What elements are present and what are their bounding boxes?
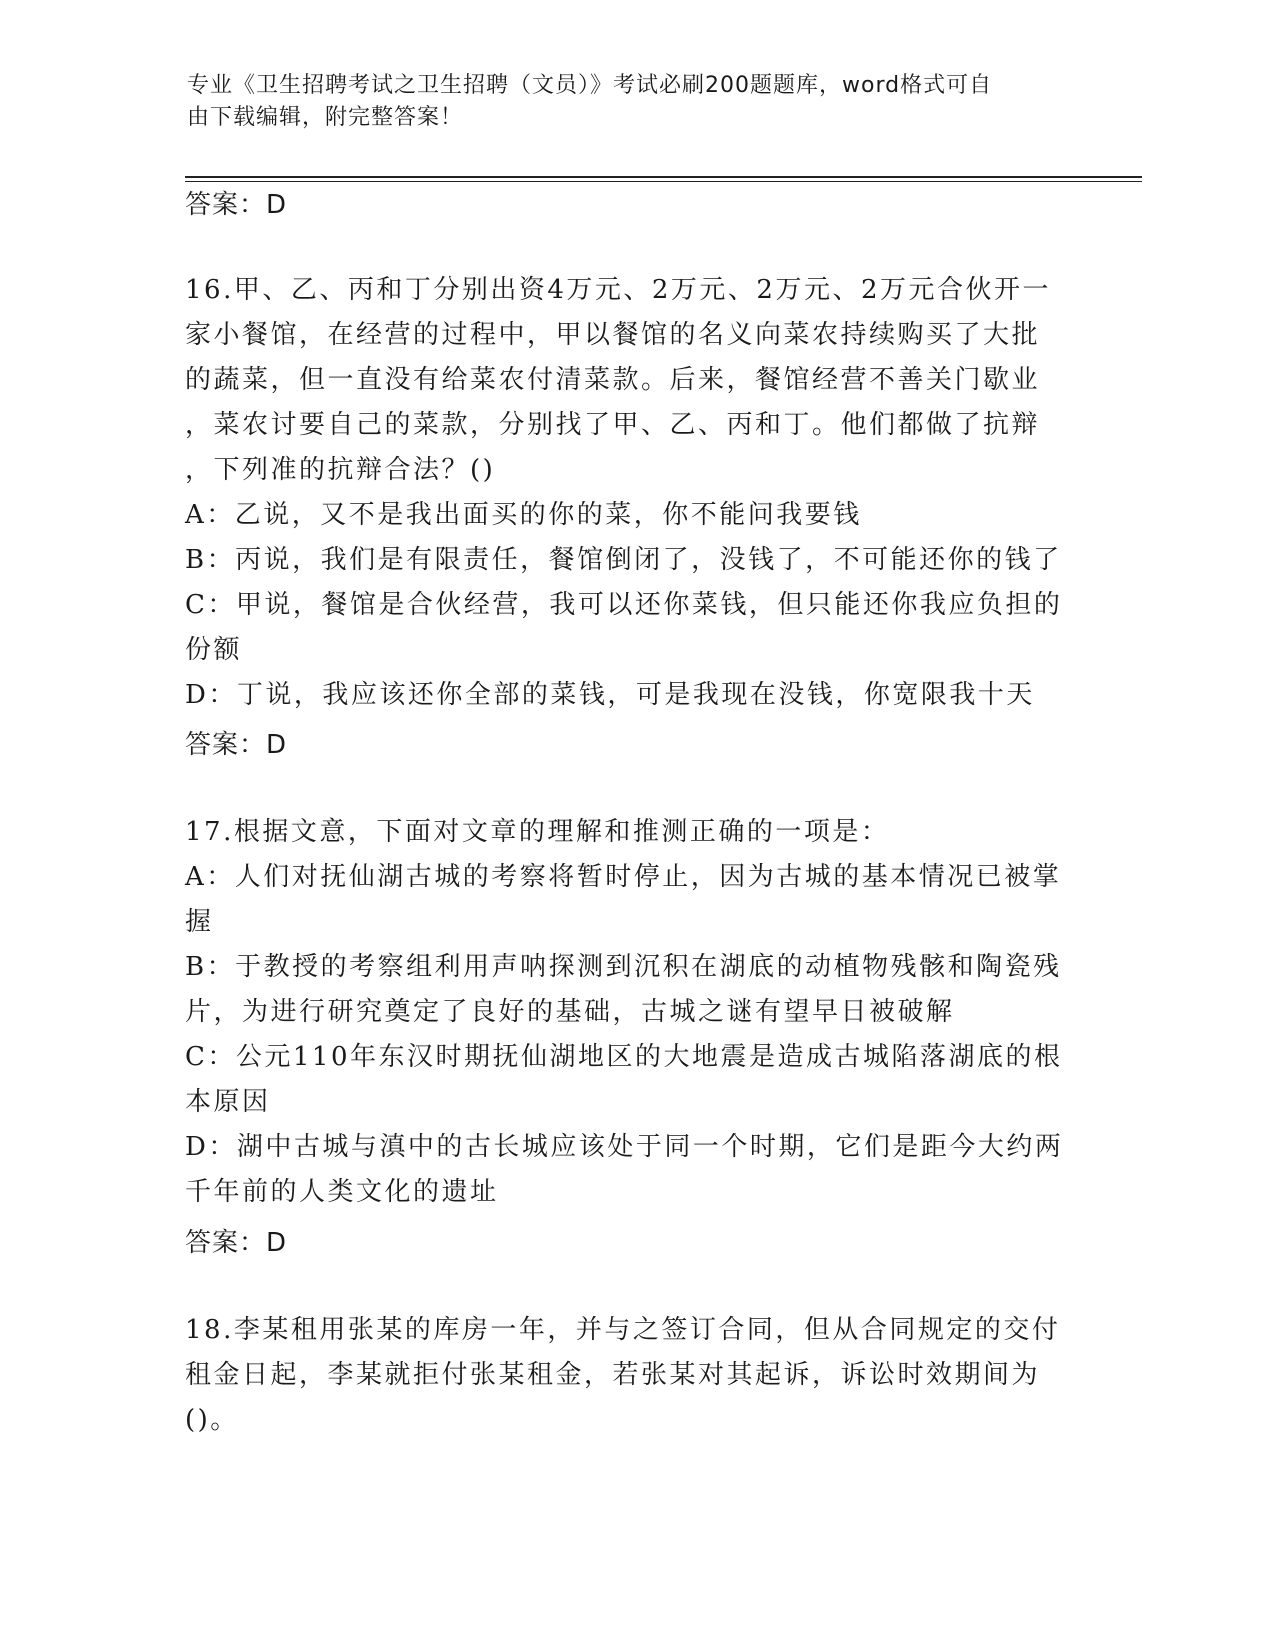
question-stem-line: ，下列准的抗辩合法？() (185, 455, 496, 485)
question-stem-line: 家小餐馆，在经营的过程中，甲以餐馆的名义向菜农持续购买了大批 (185, 320, 1041, 350)
question-stem-line: 租金日起，李某就拒付张某租金，若张某对其起诉，诉讼时效期间为 (185, 1360, 1041, 1390)
question-17 (185, 810, 1085, 1215)
option-c-cont: 本原因 (185, 1087, 271, 1117)
option-a: A：乙说，又不是我出面买的你的菜，你不能问我要钱 (185, 500, 862, 530)
question-stem-line: ()。 (185, 1405, 239, 1435)
document-header (187, 70, 1087, 134)
question-stem-line: ，菜农讨要自己的菜款，分别找了甲、乙、丙和丁。他们都做了抗辩 (185, 410, 1041, 440)
option-d: D：丁说，我应该还你全部的菜钱，可是我现在没钱，你宽限我十天 (185, 680, 1035, 710)
option-b: B：丙说，我们是有限责任，餐馆倒闭了，没钱了，不可能还你的钱了 (185, 545, 1062, 575)
question-18 (185, 1308, 1085, 1443)
answer-17: 答案：D (185, 1228, 288, 1258)
header-rule-thick (185, 176, 1142, 178)
option-b: B：于教授的考察组利用声呐探测到沉积在湖底的动植物残骸和陶瓷残 (185, 952, 1062, 982)
question-stem-line: 16.甲、乙、丙和丁分别出资4万元、2万元、2万元、2万元合伙开一 (185, 275, 1052, 305)
header-line: 由下载编辑，附完整答案！ (187, 105, 464, 130)
question-stem-line: 的蔬菜，但一直没有给菜农付清菜款。后来，餐馆经营不善关门歇业 (185, 365, 1041, 395)
option-c-cont: 份额 (185, 635, 243, 665)
option-d: D：湖中古城与滇中的古长城应该处于同一个时期，它们是距今大约两 (185, 1132, 1064, 1162)
header-rule-thin (185, 181, 1142, 182)
option-a: A：人们对抚仙湖古城的考察将暂时停止，因为古城的基本情况已被掌 (185, 862, 1062, 892)
option-c: C：公元110年东汉时期抚仙湖地区的大地震是造成古城陷落湖底的根 (185, 1042, 1063, 1072)
answer-16: 答案：D (185, 730, 288, 760)
option-c: C：甲说，餐馆是合伙经营，我可以还你菜钱，但只能还你我应负担的 (185, 590, 1063, 620)
question-stem-line: 17.根据文意，下面对文章的理解和推测正确的一项是： (185, 817, 890, 847)
question-stem-line: 18.李某租用张某的库房一年，并与之签订合同，但从合同规定的交付 (185, 1315, 1061, 1345)
option-b-cont: 片，为进行研究奠定了良好的基础，古城之谜有望早日被破解 (185, 997, 955, 1027)
answer-15: 答案：D (185, 190, 288, 220)
option-a-cont: 握 (185, 907, 214, 937)
header-line: 专业《卫生招聘考试之卫生招聘（文员）》考试必刷200题题库，word格式可自 (187, 73, 993, 98)
option-d-cont: 千年前的人类文化的遗址 (185, 1177, 499, 1207)
question-16 (185, 268, 1085, 718)
